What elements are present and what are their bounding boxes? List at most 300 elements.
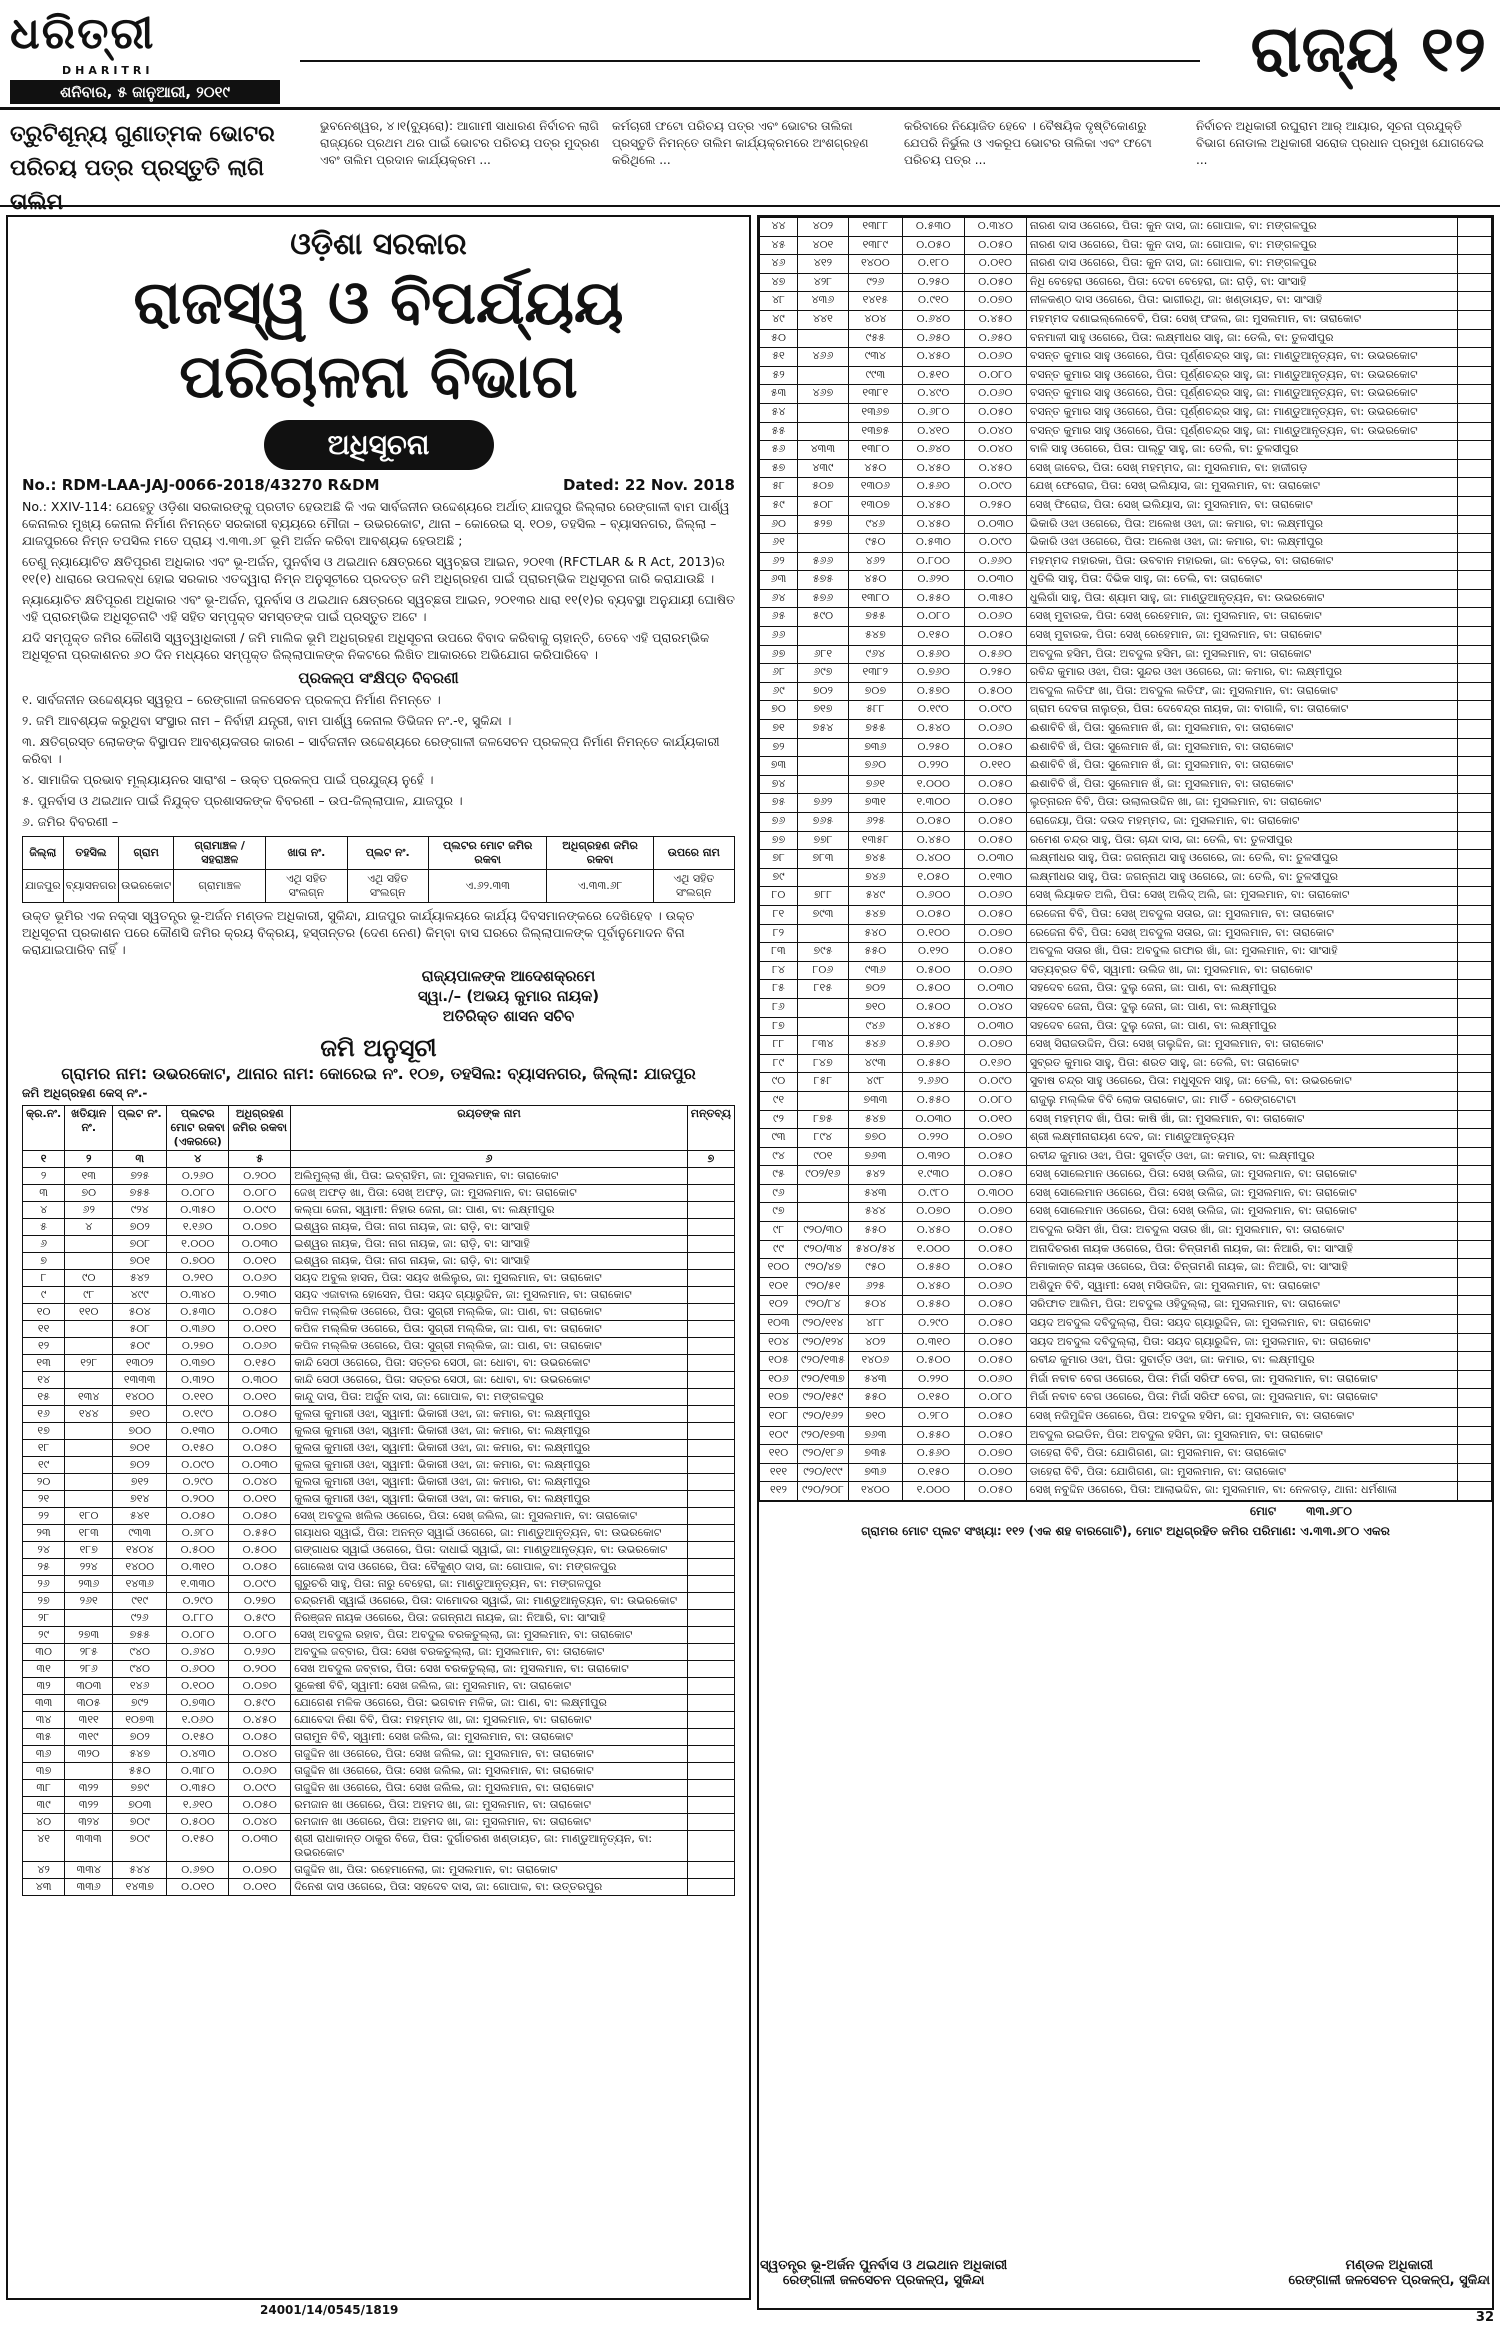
table-cell — [798, 1091, 849, 1110]
table-cell: ୫୦୪ — [848, 1296, 902, 1315]
table-cell: ୯୨୦/୧୮୬ — [798, 1445, 849, 1464]
table-cell: ୧୩୮୯ — [848, 236, 902, 255]
table-row — [760, 571, 1492, 590]
table-cell: ୦.୪୩୦ — [167, 1746, 229, 1763]
table-cell: ୦.୦୫୦ — [964, 1482, 1026, 1501]
table-cell: ୦.୪୫୦ — [902, 348, 964, 367]
table-cell: ୦.୦୫୦ — [902, 813, 964, 832]
table-cell: ୧୦୬ — [760, 1370, 798, 1389]
table-cell — [798, 738, 849, 757]
table-cell — [1458, 813, 1492, 832]
table-cell: ୫୪୨ — [848, 1166, 902, 1185]
table-row — [23, 1491, 735, 1508]
land-details-table — [22, 836, 735, 903]
table-cell: ୧୪୦୦ — [848, 255, 902, 274]
table-cell: ୦.୧୯୦ — [902, 701, 964, 720]
table-cell: ୭୧୭ — [798, 701, 849, 720]
table-cell: ୦.୦୩୦ — [229, 1423, 291, 1440]
table-cell: ୧୮୦ — [65, 1508, 113, 1525]
table-cell: ୪୬୬ — [798, 348, 849, 367]
table-cell: ୨୮୫ — [65, 1644, 113, 1661]
news-column-3: କରିବାରେ ନିୟୋଜିତ ହେବେ । ବୈଷୟିକ ଦୃଷ୍ଟିକୋଣରୁ ଯେପରି ନିର୍ଭୁଲ ଓ ଏକରୂପ ଭୋଟର ତାଲିକା ଏବଂ ଫଟୋ ପରିଚୟ ପତ୍ର ... — [904, 119, 1152, 167]
table-cell: ୪୩୩ — [798, 441, 849, 460]
table-cell: ୦.୨୦୦ — [167, 1491, 229, 1508]
table-cell: ୩୦୩ — [65, 1678, 113, 1695]
table-cell — [798, 627, 849, 646]
table-row — [760, 645, 1492, 664]
table-cell: ଯେଖ୍ ଫେରୋଜ, ପିତା: ସେଖ୍ ଇଲିୟାସ, ଜା: ମୁସଲମାନ, ବା: ତାରାକୋଟ — [1026, 478, 1457, 497]
table-cell: ତାଜୁଦ୍ଦିନ ଖା ଓଗେରେ, ପିତା: ସେଖ ଜଲିଲ, ଜା: ମୁସଲମାନ, ବା: ତାରାକୋଟ — [291, 1746, 688, 1763]
table-cell: ଧୁତିଲି ସାହୁ, ପିତା: ଦିଭିକ ସାହୁ, ଜା: ତେଲି, ବା: ତାରାକୋଟ — [1026, 571, 1457, 590]
table-cell: ତାଜୁଦ୍ଦିନ ଖା, ପିତା: ରହେମାନେଲା, ଜା: ମୁସଲମାନ, ବା: ତାରାକୋଟ — [291, 1862, 688, 1879]
table-cell: ୦.୫୩୦ — [167, 1304, 229, 1321]
table-cell — [1458, 720, 1492, 739]
table-cell: ୦.୩୨୦ — [902, 1147, 964, 1166]
table-cell: କୁଲତା କୁମାରୀ ଓଝା, ସ୍ୱାମୀ: ଭିକାରୀ ଓଝା, ଜା: କମାର, ବା: ଲକ୍ଷ୍ମୀପୁର — [291, 1491, 688, 1508]
table-row — [760, 310, 1492, 329]
government-notice — [6, 215, 751, 2300]
table-cell — [687, 1610, 734, 1627]
table-cell: ଈଶାବିବି ଖଁ, ପିତା: ସୁଲେମାନ ଖଁ, ଜା: ମୁସଲମାନ, ବା: ତାରାକୋଟ — [1026, 775, 1457, 794]
table-cell: ୭୦୨ — [113, 1457, 167, 1474]
table-cell: ୧୩୪ — [65, 1389, 113, 1406]
table-cell: କାନ୍ଦୁ ଦାସ, ପିତା: ଅର୍ଜୁନ ଦାସ, ଜା: ଗୋପାଳ, ବା: ମଙ୍ଗଳପୁର — [291, 1389, 688, 1406]
table-cell — [1458, 1389, 1492, 1408]
table-cell — [1458, 1259, 1492, 1278]
table-cell: ମହମ୍ମଦ ଦଣାଇଲ୍ଲେବେବି, ପିତା: ସେଖ୍ ଫଜଲ, ଜା: ମୁସଲମାନ, ବା: ତାରାକୋଟ — [1026, 310, 1457, 329]
table-cell: ୨୦ — [23, 1474, 65, 1491]
table-cell: ଲକ୍ଷ୍ମୀଧର ସାହୁ, ପିତା: ଜଗନ୍ନାଥ ସାହୁ ଓଗେରେ, ଜା: ତେଲି, ବା: ତୁଳସୀପୁର — [1026, 850, 1457, 869]
table-cell: ୧୧୧ — [760, 1463, 798, 1482]
table-cell — [1458, 608, 1492, 627]
table-cell: ୦.୦୯୦ — [229, 1780, 291, 1797]
table-cell: ୦.୦୯୦ — [229, 1576, 291, 1593]
table-row — [760, 1333, 1492, 1352]
table-row — [23, 1797, 735, 1814]
table-cell: ୯୨୦/୨୦୮ — [798, 1482, 849, 1501]
table-cell — [687, 1168, 734, 1185]
table-cell: ୩୨ — [23, 1678, 65, 1695]
table-cell: ୦.୦୫୦ — [964, 775, 1026, 794]
schedule-title: ଜମି ଅନୁସୂଚୀ — [320, 1034, 437, 1062]
schedule-column-number: ୨ — [65, 1151, 113, 1168]
table-cell — [687, 1879, 734, 1896]
table-cell — [687, 1270, 734, 1287]
table-cell: ୦.୬୦୦ — [167, 1661, 229, 1678]
table-cell: କୁଲତା କୁମାରୀ ଓଝା, ସ୍ୱାମୀ: ଭିକାରୀ ଓଝା, ଜା: କମାର, ବା: ଲକ୍ଷ୍ମୀପୁର — [291, 1406, 688, 1423]
table-cell: ୭୦୨ — [113, 1729, 167, 1746]
table-cell — [1458, 552, 1492, 571]
table-cell: ୧୧୦ — [760, 1445, 798, 1464]
table-cell — [798, 422, 849, 441]
table-row — [760, 775, 1492, 794]
table-cell: ରବିନ୍ଦ କୁମାର ଓଝା, ପିତା: ସୁନ୍ଦର ଓଝା ଓଗେରେ, ଜା: କମାର, ବା: ଲକ୍ଷ୍ମୀପୁର — [1026, 664, 1457, 683]
table-cell: ୦.୦୫୦ — [902, 905, 964, 924]
table-cell: ସୁକେଷୀ ବିବି, ସ୍ୱାମୀ: ସେଖ ଜଲିଲ, ଜା: ମୁସଲମାନ, ବା: ତାରାକୋଟ — [291, 1678, 688, 1695]
table-cell: ୦.୬୫୦ — [964, 329, 1026, 348]
table-cell: ୭୯୫ — [798, 943, 849, 962]
table-cell: ୦.୬୬୦ — [964, 552, 1026, 571]
table-cell: ୦.୪୫୦ — [964, 459, 1026, 478]
table-cell: ୦.୦୧୦ — [229, 1389, 291, 1406]
table-row — [760, 1463, 1492, 1482]
table-cell: ୦.୫୫୦ — [902, 1426, 964, 1445]
table-cell: ସୟଦ ଅବୁଲ ହାସନ, ପିତା: ସୟଦ ଖଲିଲୁର, ଜା: ମୁସଲମାନ, ବା: ତାରାକୋଟ — [291, 1270, 688, 1287]
table-cell — [687, 1831, 734, 1862]
table-cell: ୦.୫୦୦ — [902, 998, 964, 1017]
table-cell: ୬୨ — [65, 1202, 113, 1219]
table-row — [23, 1525, 735, 1542]
table-row — [760, 1389, 1492, 1408]
table-cell: ବସନ୍ତ କୁମାର ସାହୁ ଓଗେରେ, ପିତା: ପୂର୍ଣ୍ଣଚନ୍ଦ୍ର ସାହୁ, ଜା: ମାଣ୍ଡୁଆନୃତ୍ୟନ, ବା: ଉଭରକୋଟ — [1026, 366, 1457, 385]
table-cell: ୩୩୩ — [65, 1831, 113, 1862]
table-cell: ୦.୦୬୦ — [964, 720, 1026, 739]
table-cell: ୦.୫୭୦ — [902, 682, 964, 701]
table-cell: ୦.୯୧୦ — [902, 292, 964, 311]
table-cell: ୧୦୪ — [760, 1333, 798, 1352]
table-cell: ୭୧୦ — [848, 1408, 902, 1427]
table-cell: ୧.୩୩୦ — [167, 1576, 229, 1593]
table-cell: ୯୩ — [760, 1129, 798, 1148]
table-cell: ୩୧୧ — [65, 1712, 113, 1729]
table-row — [760, 1184, 1492, 1203]
table-cell: ୭୦୨ — [848, 980, 902, 999]
table-cell: ୭୩ — [760, 757, 798, 776]
table-cell — [1458, 1203, 1492, 1222]
table-cell: ରୋଜେୟା, ପିତା: ଦଉଦ ମହମ୍ମଦ, ଜା: ମୁସଲମାନ, ବା: ତାରାକୋଟ — [1026, 813, 1457, 832]
table-cell: ୯୨୦/୧୨୪ — [798, 1333, 849, 1352]
table-cell — [1458, 385, 1492, 404]
table-cell: ୦.୦୩୦ — [964, 571, 1026, 590]
table-cell: ୦.୦୫୦ — [964, 905, 1026, 924]
table-cell: ଗ୍ରାମ ଦେବତା ନାଲୁତ୍ର, ପିତା: ଦେବେନ୍ଦ୍ର ନାୟକ, ଜା: ବାଗାଳି, ବା: ତାରାକୋଟ — [1026, 701, 1457, 720]
table-row — [760, 831, 1492, 850]
table-cell: ୭୧୨ — [113, 1474, 167, 1491]
table-row — [760, 757, 1492, 776]
table-cell: ୦.୦୪୦ — [229, 1746, 291, 1763]
table-cell: ୫୬ — [760, 441, 798, 460]
land-cell: ବ୍ୟାସନଗର — [63, 870, 119, 903]
table-cell — [1458, 868, 1492, 887]
table-cell — [1458, 738, 1492, 757]
table-cell — [687, 1814, 734, 1831]
table-cell: ୦.୦୫୦ — [964, 1296, 1026, 1315]
page-heading: ରାଜ୍ୟ ୧୨ — [1250, 12, 1486, 87]
table-cell: ୦.୨୦୦ — [229, 1168, 291, 1185]
table-cell: ୭୧୪ — [113, 1491, 167, 1508]
table-cell: କଲ୍ପା ଜେନା, ସ୍ୱାମୀ: ନିହାର ଜେନା, ଜା: ପାଣ, ବା: ଲକ୍ଷ୍ମୀପୁର — [291, 1202, 688, 1219]
table-cell: ୭୦୦ — [113, 1423, 167, 1440]
table-cell: ୬୯୭ — [798, 664, 849, 683]
table-cell: ଯୋଗେଶ ମଳିକ ଓଗେରେ, ପିତା: ଭଗବାନ ମଳିକ, ଜା: ପାଣ, ବା: ଲକ୍ଷ୍ମୀପୁର — [291, 1695, 688, 1712]
schedule-column-number: ୩ — [113, 1151, 167, 1168]
table-cell: ୯୮ — [760, 1222, 798, 1241]
table-cell: ୭୩୬ — [848, 1463, 902, 1482]
table-cell: ୧୦୮ — [760, 1408, 798, 1427]
table-cell: ରବୀନ୍ଦ କୁମାର ଓଝା, ପିତା: ସୁବାର୍ତ୍ତ ଓଝା, ଜା: କମାର, ବା: ଲକ୍ଷ୍ମୀପୁର — [1026, 1352, 1457, 1371]
table-cell: ୯୫୫ — [848, 329, 902, 348]
table-cell: ସେଖ ଅବଦୁଲ ଜବ୍ବାର, ପିତା: ସେଖ ବରକତୁଲ୍ଲା, ଜା: ମୁସଲମାନ, ବା: ତାରାକୋଟ — [291, 1661, 688, 1678]
table-row — [23, 1559, 735, 1576]
table-row — [23, 1627, 735, 1644]
table-cell: ୧୧୦ — [65, 1304, 113, 1321]
table-cell: ୭୬୫ — [798, 813, 849, 832]
table-row — [23, 1219, 735, 1236]
table-cell: ୦.୬୮୦ — [902, 403, 964, 422]
notice-paragraph: No.: XXIV-114: ଯେହେତୁ ଓଡ଼ିଶା ସରକାରଙ୍କୁ ପ୍ରତୀତ ହେଉଅଛି କି ଏକ ସାର୍ବଜନୀନ ଉଦ୍ଦେଶ୍ୟରେ ଅର୍ଥାତ୍ ଯାଜପୁର ଜିଲ୍ଲାର ରେଙ୍ଗାଳୀ ବାମ ପାର୍ଶ୍ୱ କେନାଲର ମୁଖ୍ୟ କେନାଲ ନିର୍ମାଣ ନିମନ୍ତେ ସରକାରୀ ବ୍ୟୟରେ ମୌଜା – ଉଭରକୋଟ, ଥାନା – କୋରେଇ ସ୍. ୧୦୭, ତହସିଲ – ବ୍ୟାସନଗର, ଜିଲ୍ଲା – ଯାଜପୁରରେ ନିମ୍ନ ତପସିଲ ମତେ ପ୍ରାୟ ଏ.୩୩.୬୮ ଭୂମି ଅର୍ଜନ କରିବା ଆବଶ୍ୟକ ହେଉଅଛି ; — [22, 499, 730, 548]
table-cell: ୦.୨୫୦ — [902, 273, 964, 292]
table-cell: ୨୫ — [23, 1559, 65, 1576]
table-cell: ୫୪୪ — [848, 1203, 902, 1222]
schedule-header-cell: ଅଧିଗ୍ରହଣ ଜମିର ରକବା — [229, 1106, 291, 1151]
table-cell: ୭୯ — [760, 868, 798, 887]
table-cell: ୦.୦୧୦ — [167, 1879, 229, 1896]
schedule-header-cell: ଖତିୟାନ ନଂ. — [65, 1106, 113, 1151]
table-cell: ୮୨ — [760, 924, 798, 943]
table-cell — [1458, 645, 1492, 664]
table-cell — [687, 1508, 734, 1525]
table-cell — [1458, 422, 1492, 441]
table-cell: ୬୬ — [760, 627, 798, 646]
table-cell: ୭୪ — [760, 775, 798, 794]
table-cell: ୦.୫୦୦ — [902, 961, 964, 980]
table-cell: ୨୨୪ — [65, 1559, 113, 1576]
table-cell: ୯୫ — [760, 1166, 798, 1185]
table-cell: ୦.୮୮୦ — [167, 1610, 229, 1627]
table-cell — [687, 1338, 734, 1355]
table-cell: ୦.୦୬୦ — [229, 1763, 291, 1780]
table-cell: ୦.୧୫୦ — [167, 1729, 229, 1746]
table-cell: ୪୧ — [23, 1831, 65, 1862]
table-row — [760, 589, 1492, 608]
officer-right: ମଣ୍ଡଳ ଅଧିକାରୀ ରେଙ୍ଗାଳୀ ଜଳସେଚନ ପ୍ରକଳ୍ପ, ସୁକିନ୍ଦା — [1288, 2258, 1490, 2288]
table-cell: ୦.୦୪୦ — [229, 1814, 291, 1831]
table-cell: ୦.୪୫୦ — [902, 1222, 964, 1241]
table-cell: ୨୯ — [23, 1627, 65, 1644]
table-cell: ୯୫୦ — [848, 534, 902, 553]
table-row — [760, 385, 1492, 404]
table-cell: କୁଲତା କୁମାରୀ ଓଝା, ସ୍ୱାମୀ: ଭିକାରୀ ଓଝା, ଜା: କମାର, ବା: ଲକ୍ଷ୍ମୀପୁର — [291, 1457, 688, 1474]
table-cell: ୧୩୭୫ — [848, 422, 902, 441]
table-cell: ୯୨୦/୫୧ — [798, 1277, 849, 1296]
table-cell: ୫୩ — [760, 385, 798, 404]
table-cell: କପିଳ ମଲ୍ଲିକ ଓଗେରେ, ପିତା: ସୁଗ୍ରୀ ମଲ୍ଲିକ, ଜା: ପାଣ, ବା: ତାରାକୋଟ — [291, 1304, 688, 1321]
table-cell: ସେଖ୍ ଅବଦୁଲ ରହାବ, ପିତା: ଅବଦୁଲ ବରକତୁଲ୍ଲା, ଜା: ମୁସଲମାନ, ବା: ତାରାକୋଟ — [291, 1627, 688, 1644]
table-cell: ୦.୬୦୦ — [902, 887, 964, 906]
table-cell — [687, 1389, 734, 1406]
table-cell: ୧୩୮୮ — [848, 218, 902, 237]
table-cell — [1458, 1036, 1492, 1055]
table-cell: ୭୦୧ — [113, 1440, 167, 1457]
table-cell — [1458, 924, 1492, 943]
table-cell — [1458, 1166, 1492, 1185]
table-cell: ରମଜାନ ଖା ଓଗେରେ, ପିତା: ଅହମଦ ଖା, ଜା: ମୁସଲମାନ, ବା: ତାରାକୋଟ — [291, 1814, 688, 1831]
table-cell — [687, 1372, 734, 1389]
table-row — [760, 887, 1492, 906]
table-cell: ୭୮୩ — [798, 850, 849, 869]
table-cell: ୩୦ — [23, 1644, 65, 1661]
table-cell: ସୁବ୍ରତ କୁମାର ସାହୁ, ପିତା: ଶରତ ସାହୁ, ଜା: ତେଲି, ବା: ତାରାକୋଟ — [1026, 1054, 1457, 1073]
table-cell: ୯୦୧ — [798, 1147, 849, 1166]
table-cell: ୪୬୭ — [798, 385, 849, 404]
table-cell: ୪୦୧ — [798, 236, 849, 255]
table-cell — [687, 1304, 734, 1321]
table-cell: କୁଲତା କୁମାରୀ ଓଝା, ସ୍ୱାମୀ: ଭିକାରୀ ଓଝା, ଜା: କମାର, ବା: ଲକ୍ଷ୍ମୀପୁର — [291, 1423, 688, 1440]
table-cell — [1458, 255, 1492, 274]
table-cell: ୩୨୨ — [65, 1780, 113, 1797]
table-cell: ୦.୪୫୦ — [902, 831, 964, 850]
signatory: ସ୍ୱା./– (ଅଭୟ କୁମାର ନାୟକ) — [417, 987, 600, 1005]
table-cell: ୪୦୪ — [848, 310, 902, 329]
table-row — [23, 1814, 735, 1831]
table-cell: ୭୫୫ — [848, 608, 902, 627]
table-cell: ୧୩୬୭ — [848, 403, 902, 422]
table-row — [760, 534, 1492, 553]
table-cell: ୫୭୬ — [798, 589, 849, 608]
table-cell: ୧୪୦୪ — [113, 1542, 167, 1559]
table-cell: ୪୯୯ — [113, 1287, 167, 1304]
table-cell: ୦.୪୫୦ — [902, 496, 964, 515]
table-cell: ୦.୦୮୦ — [964, 366, 1026, 385]
table-row — [760, 422, 1492, 441]
table-cell — [687, 1474, 734, 1491]
table-cell: ୦.୪୫୦ — [902, 1017, 964, 1036]
table-cell: ୦.୦୩୦ — [964, 515, 1026, 534]
table-cell: ୭୦୩ — [113, 1797, 167, 1814]
table-row — [23, 1338, 735, 1355]
table-cell: ୦.୦୭୦ — [964, 924, 1026, 943]
table-cell: ୪୨୮ — [798, 273, 849, 292]
table-cell — [798, 366, 849, 385]
table-row — [23, 1287, 735, 1304]
table-cell: ୭୩୫ — [848, 1445, 902, 1464]
table-cell: ୦.୦୫୦ — [964, 794, 1026, 813]
table-cell — [65, 1440, 113, 1457]
table-cell: ନାରଣ ଦାସ ଓଗେରେ, ପିତା: କୁନ ଦାସ, ଜା: ଗୋପାଳ, ବା: ମଙ୍ଗଳପୁର — [1026, 255, 1457, 274]
table-cell: ଡାହେରା ବିବି, ପିତା: ଯୋଗିଗଣ, ଜା: ମୁସଲମାନ, ବା: ତାରାକୋଟ — [1026, 1445, 1457, 1464]
table-cell: ୦.୬୮୦ — [167, 1525, 229, 1542]
table-row — [23, 1508, 735, 1525]
table-cell: ୯୨୦/୪୭ — [798, 1259, 849, 1278]
table-cell — [65, 1253, 113, 1270]
table-row — [760, 496, 1492, 515]
table-cell — [1458, 701, 1492, 720]
table-cell: ୨.୬୬୦ — [902, 1073, 964, 1092]
table-cell: ୦.୨୬୦ — [229, 1644, 291, 1661]
table-cell: ୦.୦୭୦ — [964, 1129, 1026, 1148]
table-cell: ୯୨୦/୧୧୪ — [798, 1315, 849, 1334]
table-cell: ୫୭ — [760, 459, 798, 478]
table-row — [760, 403, 1492, 422]
table-cell — [1458, 1333, 1492, 1352]
land-cell: ଉଭରକୋଟ — [119, 870, 174, 903]
table-cell: ୦.୨୨୦ — [902, 1129, 964, 1148]
table-cell: ୮୯ — [760, 1054, 798, 1073]
table-cell: ଅବଦୁଲ ଜବ୍ବାର, ପିତା: ସେଖ ବରକତୁଲ୍ଲା, ଜା: ମୁସଲମାନ, ବା: ତାରାକୋଟ — [291, 1644, 688, 1661]
table-cell: ୧୦୯ — [760, 1426, 798, 1445]
table-row — [760, 515, 1492, 534]
table-cell — [65, 1457, 113, 1474]
table-cell: ୦.୦୫୦ — [902, 236, 964, 255]
table-cell: ୭୫୫ — [113, 1627, 167, 1644]
table-cell: ୦.୦୭୦ — [229, 1219, 291, 1236]
table-cell: ୦.୨୫୦ — [964, 496, 1026, 515]
table-cell: ୫୪୨ — [113, 1270, 167, 1287]
table-cell: ୦.୦୪୦ — [964, 441, 1026, 460]
table-cell: ୯୦ — [65, 1270, 113, 1287]
table-cell: ସେଖ୍ ମହମ୍ମଦ ଖାଁ, ପିତା: କାଷି ଖାଁ, ଜା: ମୁସଲମାନ, ବା: ତାରାକୋଟ — [1026, 1110, 1457, 1129]
table-cell: ୭୦୨ — [113, 1219, 167, 1236]
table-cell: ୦.୦୬୦ — [229, 1338, 291, 1355]
schedule-header-cell: କ୍ର.ନଂ. — [23, 1106, 65, 1151]
table-cell — [1458, 589, 1492, 608]
table-cell — [1458, 310, 1492, 329]
table-row — [760, 1166, 1492, 1185]
table-cell: ୧୦ — [23, 1304, 65, 1321]
table-cell: ଦିନେଶ ଦାସ ଓଗେରେ, ପିତା: ସହଦେବ ଦାସ, ଜା: ଗୋପାଳ, ବା: ଉତ୍ତରପୁର — [291, 1879, 688, 1896]
table-cell — [1458, 1073, 1492, 1092]
table-cell: ୧୨ — [23, 1338, 65, 1355]
table-cell: ୯୩୪ — [848, 348, 902, 367]
table-cell: ଗୋଲେଖ ଦାସ ଓଗେରେ, ପିତା: ବୈକୁଣ୍ଠ ଦାସ, ଜା: ଗୋପାଳ, ବା: ମଙ୍ଗଳପୁର — [291, 1559, 688, 1576]
schedule-table-left — [22, 1105, 735, 1896]
table-cell — [1458, 905, 1492, 924]
table-cell: ୧୬ — [23, 1406, 65, 1423]
table-cell — [687, 1491, 734, 1508]
land-header-cell: ପ୍ଲଟ ନଂ. — [347, 837, 428, 870]
table-cell: ସେଖ୍ ଜାବେର, ପିତା: ସେଖ୍ ମହମ୍ମଦ, ଜା: ମୁସଲମାନ, ବା: ହାଜୀଗଡ଼ — [1026, 459, 1457, 478]
table-cell: ୦.୦୫୦ — [964, 627, 1026, 646]
table-cell: ୦.୦୫୦ — [964, 831, 1026, 850]
table-cell — [1458, 682, 1492, 701]
case-number: ଜମି ଅଧିଗ୍ରହଣ କେସ୍ ନଂ.- — [22, 1086, 148, 1100]
table-row — [760, 1054, 1492, 1073]
table-cell: ୦.୦୧୦ — [964, 255, 1026, 274]
table-cell: ୩୯ — [23, 1797, 65, 1814]
table-cell: ୧୪୩୭ — [113, 1879, 167, 1896]
table-cell: ଯୋବେଦା ନିଶା ବିବି, ପିତା: ମହମ୍ମଦ ଖା, ଜା: ମୁସଲମାନ, ବା: ତାରାକୋଟ — [291, 1712, 688, 1729]
table-cell: ୧.୧୬୦ — [167, 1219, 229, 1236]
table-cell: ୦.୫୦୦ — [229, 1542, 291, 1559]
table-cell: ୪୮୮ — [848, 1315, 902, 1334]
table-row — [760, 1408, 1492, 1427]
schedule-continuation — [757, 215, 1494, 2310]
table-cell: ୯୬୪ — [848, 645, 902, 664]
table-cell: ୦.୦୬୦ — [964, 1370, 1026, 1389]
table-cell: ୧୦୩ — [760, 1315, 798, 1334]
table-cell: ୮୩ — [760, 943, 798, 962]
table-cell: ୧.୦୬୦ — [167, 1712, 229, 1729]
table-row — [760, 608, 1492, 627]
table-cell: ୧୦୭୩ — [113, 1712, 167, 1729]
table-cell: ୪୫୦ — [848, 459, 902, 478]
page-number: 32 — [1475, 2310, 1494, 2325]
table-cell — [1458, 1222, 1492, 1241]
table-row — [760, 701, 1492, 720]
table-cell: ୦.୩୪୦ — [167, 1287, 229, 1304]
table-cell — [687, 1542, 734, 1559]
table-cell — [1458, 329, 1492, 348]
table-cell: ୦.୪୯୦ — [902, 385, 964, 404]
table-cell: ୦.୫୦୦ — [902, 980, 964, 999]
table-cell: ୨୨ — [23, 1508, 65, 1525]
table-cell: ୦.୫୫୦ — [902, 1296, 964, 1315]
table-cell: କପିଳ ମଲ୍ଲିକ ଓଗେରେ, ପିତା: ସୁଗ୍ରୀ ମଲ୍ଲିକ, ଜା: ପାଣ, ବା: ତାରାକୋଟ — [291, 1321, 688, 1338]
table-row — [760, 1315, 1492, 1334]
table-cell: ୪୫୦ — [848, 571, 902, 590]
table-cell — [1458, 1352, 1492, 1371]
table-cell: ୦.୪୧୦ — [902, 422, 964, 441]
